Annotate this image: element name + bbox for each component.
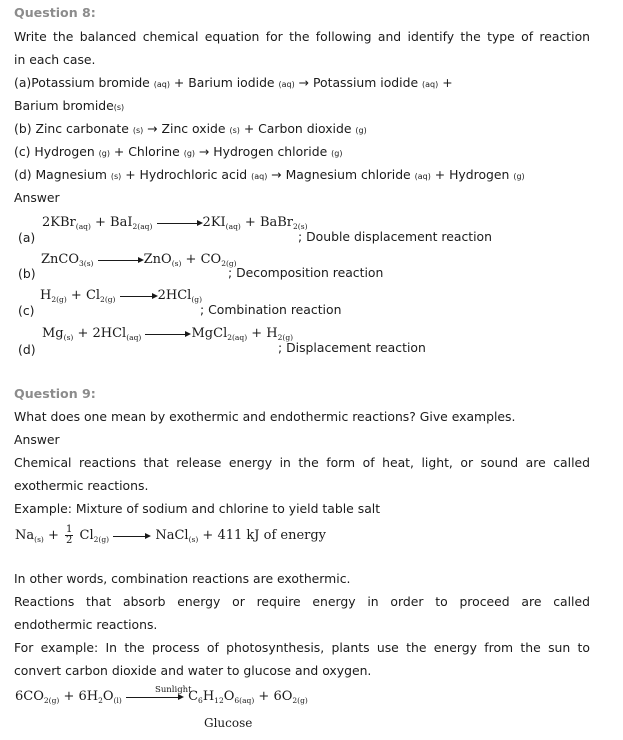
q9-para4-line-2: convert carbon dioxide and water to glucose and oxygen. — [14, 663, 372, 678]
question-9-title: Question 9: — [14, 386, 96, 401]
answer-c-equation: $H_{2(g)} + Cl_{2(g)}$ 2HCl$_{(g)}$ — [40, 288, 202, 304]
fraction-half: $\frac{1}{2}$ — [66, 524, 73, 546]
answer-a-type: ; Double displacement reaction — [298, 229, 492, 244]
q9-para4-line-1: For example: In the process of photosynthesis, plants use the energy from the sun to — [14, 640, 590, 655]
answer-d-equation: $Mg_{(s)} + 2HCl_{(aq)}$ MgCl$_{2(aq)}$ + $H_{2(g)}$ — [42, 326, 294, 342]
q9-para1-line-2: exothermic reactions. — [14, 478, 149, 493]
q8-item-c: (c) Hydrogen (g) + Chlorine (g) → Hydrogen chloride (g) — [14, 144, 343, 159]
q9-answer-label: Answer — [14, 432, 60, 447]
glucose-label: Glucose — [204, 716, 253, 730]
q9-prompt: What does one mean by exothermic and endothermic reactions? Give examples. — [14, 409, 516, 424]
answer-b-type: ; Decomposition reaction — [228, 265, 384, 280]
q8-item-b: (b) Zinc carbonate (s) → Zinc oxide (s) + Carbon dioxide (g) — [14, 121, 367, 136]
question-8-title: Question 8: — [14, 5, 96, 20]
q8-item-d: (d) Magnesium (s) + Hydrochloric acid (aq) → Magnesium chloride (aq) + Hydrogen (g) — [14, 167, 525, 182]
answer-d-type: ; Displacement reaction — [278, 340, 426, 355]
equation-photosynthesis: $6CO_{2(g)} + 6H_2O_{(l)}$ $C_6H_{12}O_{6(aq)} + 6O_{2(g)}$ — [15, 689, 308, 705]
q9-example-1: Example: Mixture of sodium and chlorine to yield table salt — [14, 501, 381, 516]
q9-para1-line-1: Chemical reactions that release energy in the form of heat, light, or sound are called — [14, 455, 590, 470]
equation-salt: $Na_{(s)}$ + $\frac{1}{2}$ $Cl_{2(g)}$ NaCl$_{(s)}$ + 411 kJ of energy — [15, 524, 327, 546]
sunlight-label: Sunlight — [155, 685, 192, 695]
q8-answer-label: Answer — [14, 190, 60, 205]
answer-a-label: (a) — [18, 230, 36, 245]
answer-c-label: (c) — [18, 303, 35, 318]
answer-b-label: (b) — [18, 266, 36, 281]
q8-prompt-line-1: Write the balanced chemical equation for the following and identify the type of reaction — [14, 29, 590, 44]
answer-b-equation: ZnCO$_{3(s)}$ $ZnO_{(s)} + CO_{2(g)}$ — [41, 252, 237, 268]
q9-para2: In other words, combination reactions are exothermic. — [14, 571, 351, 586]
answer-a-equation: 2KBr$_{(aq)}$ + BaI$_{2(aq)}$ $2KI_{(aq)}$ + BaBr$_{2(s)}$ — [42, 215, 308, 231]
answer-c-type: ; Combination reaction — [200, 302, 342, 317]
q8-prompt-line-2: in each case. — [14, 52, 96, 67]
q9-para3-line-1: Reactions that absorb energy or require energy in order to proceed are called — [14, 594, 590, 609]
q8-item-a-cont: Barium bromide(s) — [14, 98, 125, 113]
q9-para3-line-2: endothermic reactions. — [14, 617, 158, 632]
q8-item-a: (a)Potassium bromide (aq) + Barium iodide (aq) → Potassium iodide (aq) + — [14, 75, 453, 90]
answer-d-label: (d) — [18, 342, 36, 357]
